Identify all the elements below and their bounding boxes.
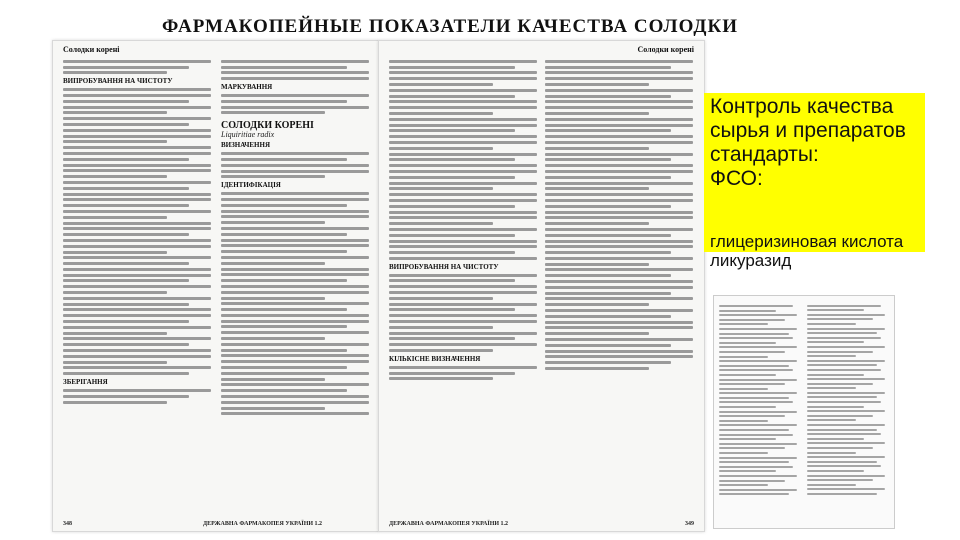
running-head-right: Солодки корені	[637, 45, 694, 54]
page-number-left: 348	[63, 521, 72, 527]
substance-item: глицеризиновая кислота	[710, 232, 904, 251]
reference-substances	[710, 232, 930, 270]
running-head-left: Солодки корені	[63, 45, 120, 54]
section-heading: ЗБЕРІГАННЯ	[63, 378, 108, 387]
section-heading: ІДЕНТИФІКАЦІЯ	[221, 181, 281, 190]
section-heading: КІЛЬКІСНЕ ВИЗНАЧЕННЯ	[389, 355, 481, 364]
callout-line: сырья и препаратов	[710, 119, 906, 142]
monograph-title: СОЛОДКИ КОРЕНІ	[221, 120, 314, 132]
page-number-right: 349	[685, 521, 694, 527]
callout-text	[710, 95, 940, 191]
section-heading: ВИЗНАЧЕННЯ	[221, 141, 270, 150]
pharmacopoeia-page-left	[52, 40, 379, 532]
inset-document-scan	[713, 295, 895, 529]
pharmacopoeia-page-right	[378, 40, 705, 532]
substance-item: ликуразид	[710, 251, 792, 270]
section-heading: МАРКУВАННЯ	[221, 83, 273, 92]
page-footer-right: ДЕРЖАВНА ФАРМАКОПЕЯ УКРАЇНИ 1.2	[389, 521, 509, 527]
section-heading: ВИПРОБУВАННЯ НА ЧИСТОТУ	[389, 262, 499, 271]
slide-title: ФАРМАКОПЕЙНЫЕ ПОКАЗАТЕЛИ КАЧЕСТВА СОЛОДКИ	[161, 16, 739, 37]
callout-line: Контроль качества	[710, 95, 894, 118]
callout-line: ФСО:	[710, 167, 763, 190]
page-footer-left: ДЕРЖАВНА ФАРМАКОПЕЯ УКРАЇНИ 1.2	[203, 521, 323, 527]
latin-name: Liquiritiae radix	[221, 130, 275, 140]
section-heading: ВИПРОБУВАННЯ НА ЧИСТОТУ	[63, 77, 173, 86]
callout-line: стандарты:	[710, 143, 819, 166]
